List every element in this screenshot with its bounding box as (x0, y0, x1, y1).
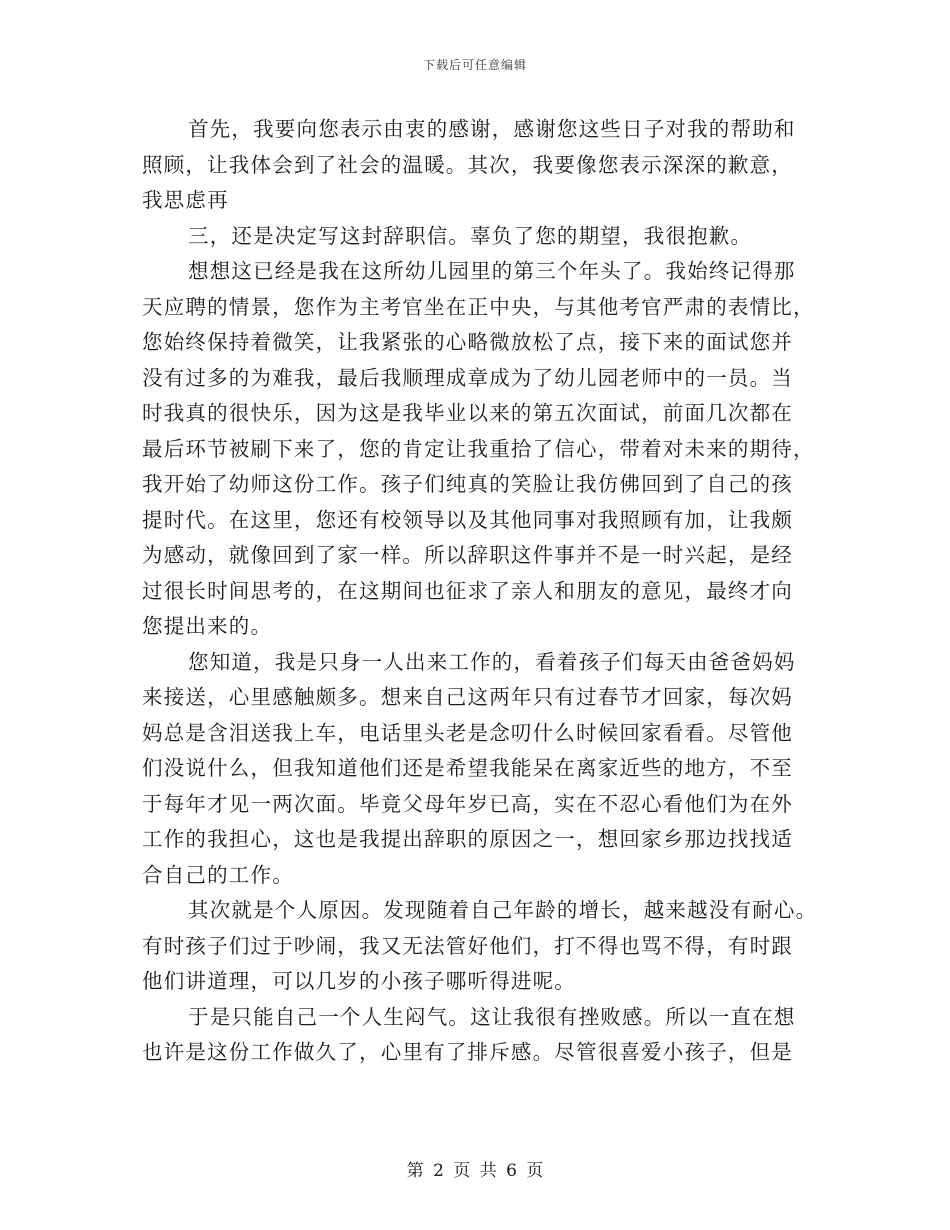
text-line: 您知道，我是只身一人出来工作的，看着孩子们每天由爸爸妈妈 (188, 649, 796, 674)
text-line: 没有过多的为难我，最后我顺理成章成为了幼儿园老师中的一员。当 (142, 365, 793, 390)
text-line: 最后环节被刷下来了，您的肯定让我重拾了信心，带着对未来的期待， (142, 436, 815, 461)
text-line: 天应聘的情景，您作为主考官坐在正中央，与其他考官严肃的表情比， (142, 294, 815, 319)
text-line: 照顾，让我体会到了社会的温暖。其次，我要像您表示深深的歉意， (142, 152, 793, 177)
text-line: 三，还是决定写这封辞职信。辜负了您的期望，我很抱歉。 (188, 223, 753, 248)
text-line: 提时代。在这里，您还有校领导以及其他同事对我照顾有加，让我颇 (142, 507, 793, 532)
text-line: 于是只能自己一个人生闷气。这让我很有挫败感。所以一直在想 (188, 1004, 796, 1029)
text-line: 工作的我担心，这也是我提出辞职的原因之一，想回家乡那边找找适 (142, 827, 793, 851)
text-line: 妈总是含泪送我上车，电话里头老是念叨什么时候回家看看。尽管他 (142, 720, 793, 745)
text-line: 首先，我要向您表示由衷的感谢，感谢您这些日子对我的帮助和 (188, 117, 796, 141)
text-line: 您始终保持着微笑，让我紧张的心略微放松了点，接下来的面试您并 (142, 330, 793, 354)
text-line: 于每年才见一两次面。毕竟父母年岁已高，实在不忍心看他们为在外 (142, 791, 793, 816)
text-line: 有时孩子们过于吵闹，我又无法管好他们，打不得也骂不得，有时跟 (142, 933, 793, 958)
document-body (142, 112, 818, 1071)
text-line: 过很长时间思考的，在这期间也征求了亲人和朋友的意见，最终才向 (142, 578, 793, 603)
text-line: 您提出来的。 (142, 614, 273, 638)
text-line: 合自己的工作。 (142, 862, 294, 887)
text-line: 来接送，心里感触颇多。想来自己这两年只有过春节才回家，每次妈 (142, 685, 793, 709)
text-line: 们没说什么，但我知道他们还是希望我能呆在离家近些的地方，不至 (142, 756, 793, 780)
page-footer: 第 2 页 共 6 页 (406, 1161, 544, 1181)
text-line: 我开始了幼师这份工作。孩子们纯真的笑脸让我仿佛回到了自己的孩 (142, 472, 793, 496)
text-line: 也许是这份工作做久了，心里有了排斥感。尽管很喜爱小孩子，但是 (142, 1040, 793, 1064)
text-line: 他们讲道理，可以几岁的小孩子哪听得进呢。 (142, 969, 576, 993)
text-line: 其次就是个人原因。发现随着自己年龄的增长，越来越没有耐心。 (188, 898, 818, 922)
text-line: 想想这已经是我在这所幼儿园里的第三个年头了。我始终记得那 (188, 259, 796, 283)
text-line: 我思虑再 (142, 188, 229, 212)
text-line: 为感动，就像回到了家一样。所以辞职这件事并不是一时兴起，是经 (142, 543, 793, 567)
text-line: 时我真的很快乐，因为这是我毕业以来的第五次面试，前面几次都在 (142, 401, 793, 425)
page-header: 下载后可任意编辑 (422, 58, 527, 72)
